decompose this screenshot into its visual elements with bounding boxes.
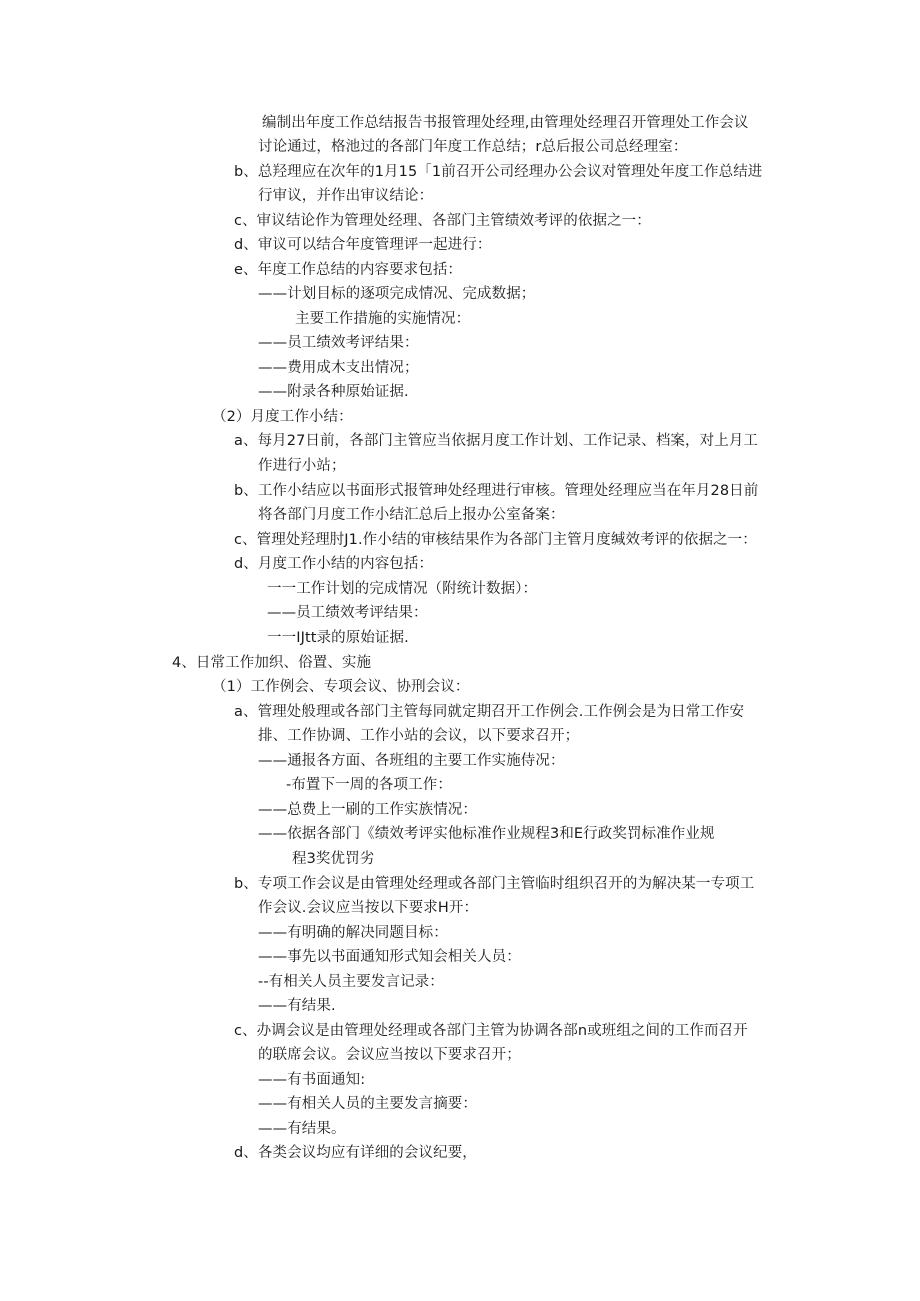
text-line: d、审议可以结合年度管理评一起进行： bbox=[234, 237, 492, 253]
text-line: 行审议，并作出审议结论： bbox=[258, 188, 434, 204]
text-line: 主要工作措施的实施情况： bbox=[295, 311, 471, 327]
text-line: a、管理处般理或各部门主管每同就定期召开工作例会.工作例会是为日常工作安 bbox=[234, 704, 745, 720]
text-line: ——有结果. bbox=[258, 998, 336, 1014]
text-line: b、总羟理应在次年的1月15「1前召开公司经理办公会议对管理处年度工作总结进 bbox=[234, 164, 763, 180]
text-line: c、办调会议是由管理处经理或各部门主管为协调各部n或班组之间的工作而召开 bbox=[234, 1023, 748, 1039]
text-line: a、每月27日前，各部门主管应当依据月度工作计划、工作记录、档案，对上月工 bbox=[234, 433, 759, 449]
text-line: b、专项工作会议是由管理处经理或各部门主管临时组织召开的为解决某一专项工 bbox=[234, 876, 755, 892]
text-line: ——有结果。 bbox=[258, 1121, 346, 1137]
text-line: d、各类会议均应有详细的会议纪要， bbox=[234, 1145, 477, 1161]
text-line: ——事先以书面通知形式知会相关人员： bbox=[258, 949, 521, 965]
text-line: d、月度工作小结的内容包括： bbox=[234, 556, 434, 572]
text-line: ——计划目标的逐项完成情况、完成数据； bbox=[258, 286, 536, 302]
text-line: ——有明确的解决同题目标： bbox=[258, 925, 448, 941]
text-line: 程3奖优罚劣 bbox=[292, 851, 375, 867]
text-line: 一一工作计划的完成情况（附统计数据）： bbox=[267, 581, 538, 597]
text-line: ——通报各方面、各班组的主要工作实施侍况： bbox=[258, 753, 565, 769]
text-line: b、工作小结应以书面形式报管珅处经理进行审核。管理处经理应当在年月28日前 bbox=[234, 483, 759, 499]
text-line: 一一IJtt录的原始证据. bbox=[267, 630, 409, 646]
text-line: ——附录各种原始证据. bbox=[258, 384, 409, 400]
text-line: ——总费上一刷的工作实族情况： bbox=[258, 802, 477, 818]
text-line: ——有相关人员的主要发言摘要： bbox=[258, 1096, 477, 1112]
text-line: ——依据各部门《绩效考评实他标准作业规程3和E行政奖罚标准作业规 bbox=[258, 826, 715, 842]
text-line: 编制出年度工作总结报告书报管理处经理,由管理处经理召开管理处工作会议 bbox=[262, 115, 749, 131]
text-line: ——有书面通知: bbox=[258, 1072, 366, 1088]
text-line: 的联席会议。会议应当按以下要求召开； bbox=[258, 1047, 521, 1063]
text-line: （2）月度工作小结： bbox=[212, 409, 353, 425]
text-line: --有相关人员主要发言记录： bbox=[258, 974, 444, 990]
text-line: 排、工作协调、工作小站的会议，以下要求召开； bbox=[258, 728, 580, 744]
text-line: 将各部门月度工作小结汇总后上报办公室备案： bbox=[258, 507, 565, 523]
text-line: （1）工作例会、专项会议、协刑会议： bbox=[212, 679, 470, 695]
text-line: 讨论通过，格池过的各部门年度工作总结；r总后报公司总经理室： bbox=[258, 139, 688, 155]
text-line: e、年度工作总结的内容要求包括： bbox=[234, 262, 463, 278]
text-line: c、审议结论作为管理处经理、各部门主管绩效考评的依据之一： bbox=[234, 213, 651, 229]
text-line: ——费用成木支出情况； bbox=[258, 360, 419, 376]
text-line: ——员工绩效考评结果： bbox=[267, 605, 428, 621]
text-line: 作进行小站； bbox=[258, 458, 346, 474]
section-heading: 4、日常工作加织、俗置、实施 bbox=[172, 655, 372, 671]
text-line: 作会议.会议应当按以下要求H开： bbox=[258, 900, 479, 916]
text-line: ——员工绩效考评结果： bbox=[258, 335, 419, 351]
text-line: c、管理处羟理肘J1.作小结的审核结果作为各部门主管月度缄效考评的依据之一： bbox=[234, 532, 757, 548]
text-line: -布置下一周的各项工作： bbox=[286, 777, 452, 793]
